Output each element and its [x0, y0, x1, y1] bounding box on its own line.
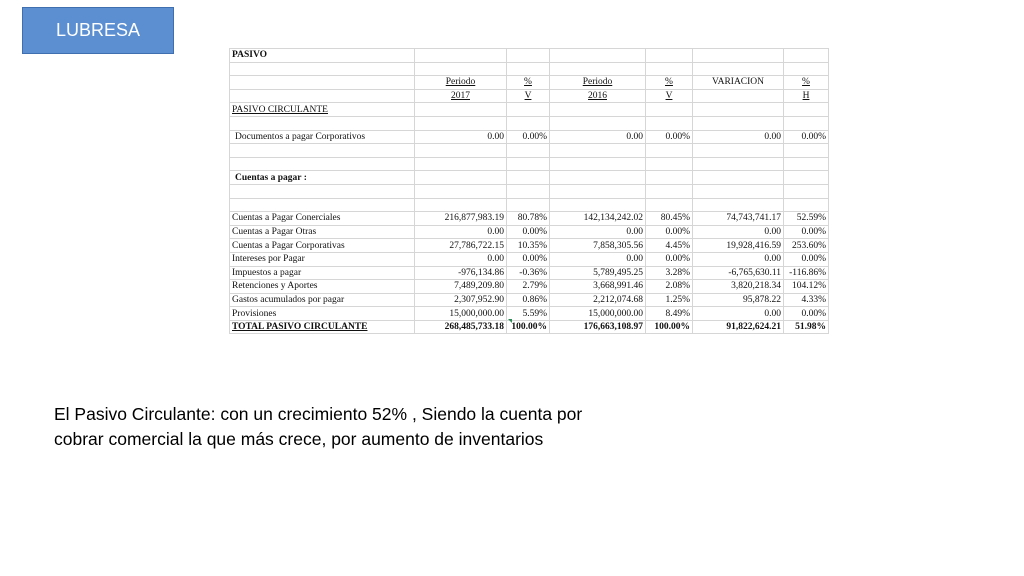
- cell: 7,858,305.56: [550, 239, 646, 253]
- cell: 0.00%: [646, 130, 693, 144]
- caption-text: [54, 402, 614, 452]
- cell: 3.28%: [646, 266, 693, 280]
- total-label: TOTAL PASIVO CIRCULANTE: [230, 320, 415, 334]
- cell: 5.59%: [507, 307, 550, 321]
- column-header: V: [646, 89, 693, 103]
- cell: 0.00%: [507, 225, 550, 239]
- column-header: Periodo: [415, 76, 507, 90]
- column-header: VARIACION: [693, 76, 784, 90]
- table-row: [230, 225, 829, 239]
- table-row: [230, 266, 829, 280]
- table-row: [230, 212, 829, 226]
- cell: 0.00: [550, 225, 646, 239]
- cell: 0.00: [415, 130, 507, 144]
- cell: 0.00%: [784, 307, 829, 321]
- table-row: [230, 198, 829, 212]
- cell: 8.49%: [646, 307, 693, 321]
- column-header: 2017: [415, 89, 507, 103]
- cell: 2,307,952.90: [415, 293, 507, 307]
- column-header: %: [507, 76, 550, 90]
- cell: 104.12%: [784, 280, 829, 294]
- column-header: Periodo: [550, 76, 646, 90]
- total-cell: 268,485,733.18: [415, 320, 507, 334]
- row-label: Gastos acumulados por pagar: [230, 293, 415, 307]
- cell: 0.00%: [646, 225, 693, 239]
- total-row: [230, 320, 829, 334]
- cell: 10.35%: [507, 239, 550, 253]
- row-label: Cuentas a Pagar Otras: [230, 225, 415, 239]
- row-label: Provisiones: [230, 307, 415, 321]
- total-cell: 91,822,624.21: [693, 320, 784, 334]
- cell: 0.00: [415, 252, 507, 266]
- cell: 142,134,242.02: [550, 212, 646, 226]
- subsection-title: Cuentas a pagar :: [230, 171, 415, 185]
- cell: 74,743,741.17: [693, 212, 784, 226]
- column-header: H: [784, 89, 829, 103]
- table-row: [230, 103, 829, 117]
- cell: 19,928,416.59: [693, 239, 784, 253]
- total-cell: 100.00%: [646, 320, 693, 334]
- group-title: PASIVO CIRCULANTE: [230, 103, 415, 117]
- table-row: [230, 49, 829, 63]
- cell: -116.86%: [784, 266, 829, 280]
- row-label: Intereses por Pagar: [230, 252, 415, 266]
- cell: -976,134.86: [415, 266, 507, 280]
- cell: 0.00%: [784, 130, 829, 144]
- cell: 0.00%: [784, 252, 829, 266]
- row-label: Retenciones y Aportes: [230, 280, 415, 294]
- cell: 0.00: [693, 130, 784, 144]
- cell: 3,668,991.46: [550, 280, 646, 294]
- cell: 0.00: [693, 252, 784, 266]
- header-row: [230, 89, 829, 103]
- cell: 1.25%: [646, 293, 693, 307]
- cell: -0.36%: [507, 266, 550, 280]
- row-label: Impuestos a pagar: [230, 266, 415, 280]
- cell: 0.00: [415, 225, 507, 239]
- cell: 5,789,495.25: [550, 266, 646, 280]
- cell: 0.00: [693, 225, 784, 239]
- table-row: [230, 293, 829, 307]
- column-header: [693, 89, 784, 103]
- cell: 0.00%: [646, 252, 693, 266]
- total-cell: 100.00%: [507, 320, 550, 334]
- total-cell: 176,663,108.97: [550, 320, 646, 334]
- cell: 0.00%: [507, 130, 550, 144]
- cell: 2.08%: [646, 280, 693, 294]
- section-title: PASIVO: [230, 49, 415, 63]
- table-row: [230, 144, 829, 158]
- cell: 15,000,000.00: [415, 307, 507, 321]
- table-row: [230, 252, 829, 266]
- cell: 52.59%: [784, 212, 829, 226]
- column-header: %: [646, 76, 693, 90]
- cell: 253.60%: [784, 239, 829, 253]
- cell: 0.00%: [507, 252, 550, 266]
- cell: 0.00: [550, 252, 646, 266]
- row-label: Cuentas a Pagar Conerciales: [230, 212, 415, 226]
- table-row: [230, 157, 829, 171]
- cell: 4.33%: [784, 293, 829, 307]
- cell: 80.45%: [646, 212, 693, 226]
- caption-line: cobrar comercial la que más crece, por aumento de inventarios: [54, 429, 544, 449]
- table-row: [230, 280, 829, 294]
- cell: 2,212,074.68: [550, 293, 646, 307]
- row-label: Documentos a pagar Corporativos: [230, 130, 415, 144]
- table-row: [230, 116, 829, 130]
- cell: 2.79%: [507, 280, 550, 294]
- company-badge: LUBRESA: [22, 7, 174, 54]
- column-header: V: [507, 89, 550, 103]
- table-row: [230, 307, 829, 321]
- cell: 3,820,218.34: [693, 280, 784, 294]
- cell: 0.00%: [784, 225, 829, 239]
- cell: 95,878.22: [693, 293, 784, 307]
- cell-comment-marker: [508, 319, 512, 323]
- row-label: Cuentas a Pagar Corporativas: [230, 239, 415, 253]
- table-row: [230, 239, 829, 253]
- caption-line: El Pasivo Circulante: con un crecimiento 52% , Siendo la cuenta por: [54, 404, 583, 424]
- column-header: 2016: [550, 89, 646, 103]
- table-row: [230, 171, 829, 185]
- cell: 7,489,209.80: [415, 280, 507, 294]
- cell: 0.00: [693, 307, 784, 321]
- cell: 27,786,722.15: [415, 239, 507, 253]
- cell: 0.00: [550, 130, 646, 144]
- cell: 15,000,000.00: [550, 307, 646, 321]
- cell: 4.45%: [646, 239, 693, 253]
- column-header: %: [784, 76, 829, 90]
- total-cell: 51.98%: [784, 320, 829, 334]
- header-row: [230, 76, 829, 90]
- pasivo-table: [229, 48, 829, 334]
- table-row: [230, 62, 829, 76]
- cell: 216,877,983.19: [415, 212, 507, 226]
- cell: 0.86%: [507, 293, 550, 307]
- cell: -6,765,630.11: [693, 266, 784, 280]
- table-row: [230, 130, 829, 144]
- cell: 80.78%: [507, 212, 550, 226]
- table-row: [230, 184, 829, 198]
